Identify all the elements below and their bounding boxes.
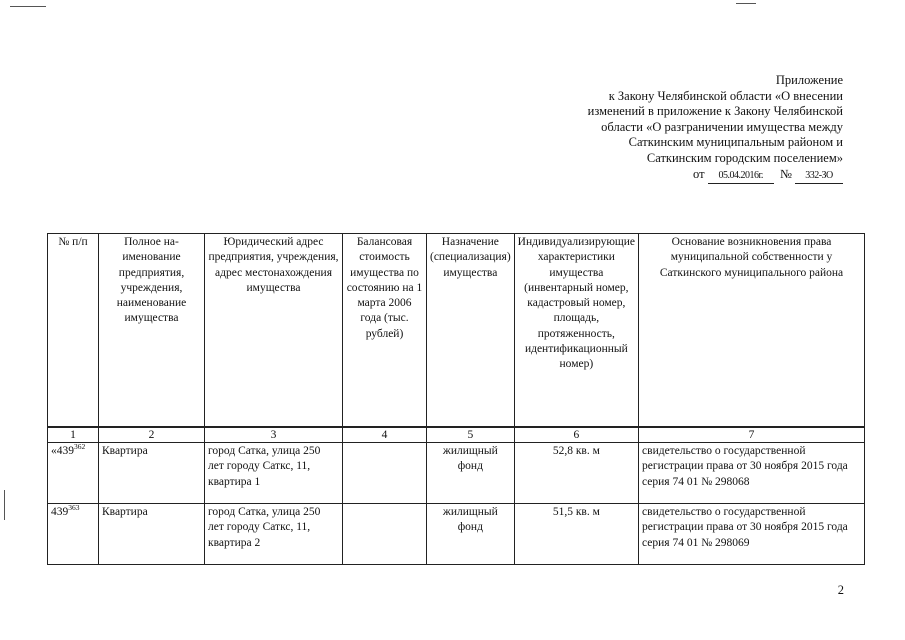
date-prefix: от — [693, 166, 705, 181]
appendix-line-4: области «О разграничении имущества между — [601, 119, 843, 134]
appendix-line-1: Приложение — [775, 73, 843, 87]
scan-edge-mark-top-left — [10, 6, 46, 7]
appendix-line-3: изменений в приложение к Закону Челябинской — [587, 104, 843, 119]
appendix-header — [513, 73, 843, 184]
column-number: 5 — [427, 427, 515, 443]
header-address: Юридический адрес предприятия, учреждения, адрес местонахождения имущества — [205, 234, 343, 428]
row-number: «$439^{362}$ — [48, 443, 99, 504]
row-balance-value — [343, 443, 427, 504]
row-address: город Сатка, улица 250 лет городу Саткс, 11, квартира 2 — [205, 504, 343, 565]
scan-edge-mark-left — [4, 490, 5, 520]
appendix-line-5: Саткинским муниципальным районом и — [628, 135, 843, 150]
appendix-line-2: к Закону Челябинской области «О внесении — [608, 88, 843, 103]
number-value: 332-ЗО — [795, 168, 843, 185]
row-address: город Сатка, улица 250 лет городу Саткс, 11, квартира 1 — [205, 443, 343, 504]
appendix-date-line — [513, 167, 843, 185]
row-characteristics: 52,8 кв. м — [514, 443, 638, 504]
header-characteristics: Индивидуализирующие характеристики имущества (инвентарный номер, кадастровый номер, площадь, протяженность, идентификационный номер) — [514, 234, 638, 428]
row-name: Квартира — [99, 443, 205, 504]
header-num: № п/п — [48, 234, 99, 428]
scan-edge-mark-top-right — [736, 3, 756, 4]
row-balance-value — [343, 504, 427, 565]
column-number: 3 — [205, 427, 343, 443]
column-number: 6 — [514, 427, 638, 443]
row-ownership-basis: свидетельство о государственной регистрации права от 30 ноября 2015 года серия 74 01 № 298068 — [639, 443, 865, 504]
column-number: 2 — [99, 427, 205, 443]
number-prefix: № — [779, 166, 792, 181]
table-row — [48, 504, 865, 565]
row-name: Квартира — [99, 504, 205, 565]
column-number-row — [48, 427, 865, 443]
column-number: 4 — [343, 427, 427, 443]
column-number: 7 — [639, 427, 865, 443]
row-ownership-basis: свидетельство о государственной регистрации права от 30 ноября 2015 года серия 74 01 № 298069 — [639, 504, 865, 565]
row-number: $439^{363}$ — [48, 504, 99, 565]
property-table — [47, 233, 865, 565]
row-characteristics: 51,5 кв. м — [514, 504, 638, 565]
row-purpose: жилищный фонд — [427, 443, 515, 504]
table-row — [48, 443, 865, 504]
appendix-line-6: Саткинским городским поселением» — [646, 150, 843, 165]
page-number: 2 — [837, 583, 844, 597]
header-name: Полное на-именование предприятия, учреждения, наименование имущества — [99, 234, 205, 428]
table-header-row — [48, 234, 865, 428]
date-value: 05.04.2016г. — [708, 168, 774, 185]
header-purpose: Назначение (специализация) имущества — [427, 234, 515, 428]
header-balance-value: Балансовая стоимость имущества по состоянию на 1 марта 2006 года (тыс. рублей) — [343, 234, 427, 428]
header-ownership-basis: Основание возникновения права муниципальной собственности у Саткинского муниципального района — [639, 234, 865, 428]
row-purpose: жилищный фонд — [427, 504, 515, 565]
column-number: 1 — [48, 427, 99, 443]
